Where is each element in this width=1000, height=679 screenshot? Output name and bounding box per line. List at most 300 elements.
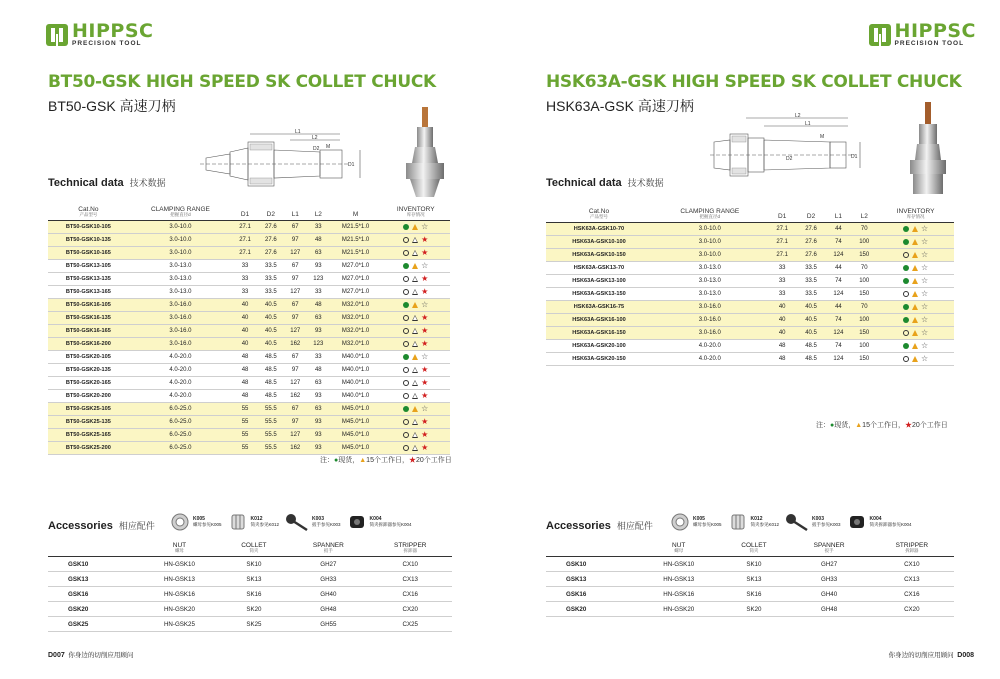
cell-inventory [381,286,450,299]
fifteen-days-empty-icon [412,341,418,347]
table-cell: GSK20 [546,602,638,617]
dim-d2: D2 [313,146,320,152]
cell-range: 3.0-10.0 [652,223,768,236]
cell-inventory [381,390,450,403]
cell-l1: 124 [826,249,852,262]
brand-sub: PRECISION TOOL [72,40,142,47]
table-cell: HN-GSK10 [638,557,719,572]
cell-cat: HSK63A-GSK10-70 [546,223,652,236]
table-row [48,617,452,632]
cell-range: 3.0-13.0 [652,262,768,275]
inventory-icons [403,379,428,387]
spec-table [546,208,954,366]
cell-range: 3.0-16.0 [129,299,232,312]
table-cell: GH27 [789,557,870,572]
cell-l1: 44 [826,223,852,236]
dim-m: M [820,134,825,140]
column-header-en: INVENTORY [396,206,435,213]
table-cell: SK13 [719,572,788,587]
cell-cat: HSK63A-GSK20-150 [546,353,652,366]
column-header-en: L1 [834,212,843,220]
table-cell: GSK20 [48,602,139,617]
cell-d2: 55.5 [258,442,284,455]
in-stock-empty-icon [903,356,909,362]
cell-l1: 67 [284,351,307,364]
twenty-days-empty-icon: ☆ [421,299,429,309]
cell-d1: 48 [768,353,797,366]
cell-l1: 127 [284,286,307,299]
twenty-days-empty-icon: ☆ [421,403,429,413]
cell-l2: 33 [307,286,330,299]
inventory-icons [403,249,428,257]
cell-d1: 27.1 [232,234,258,247]
in-stock-empty-icon [903,252,909,258]
cell-inventory [877,249,954,262]
fifteen-days-empty-icon [412,393,418,399]
accessory-spanner [285,512,341,532]
accessory-code: K005 [193,515,205,522]
inventory-icons [403,288,428,296]
fifteen-days-empty-icon [412,289,418,295]
column-header-cn: 把握直径d [699,214,721,220]
accessories-heading [546,519,653,532]
cell-m: M32.0*1.0 [330,338,382,351]
cell-range: 4.0-20.0 [652,353,768,366]
table-cell: GSK10 [546,557,638,572]
cell-l1: 162 [284,390,307,403]
table-row [48,299,450,312]
cell-range: 3.0-10.0 [652,236,768,249]
twenty-days-empty-icon: ☆ [920,301,929,311]
column-header [139,542,219,557]
accessories-label: Accessories [48,520,113,532]
spec-header-row [546,208,954,223]
cell-d1: 55 [232,403,258,416]
accessory-code: K005 [693,515,705,522]
accessory-stripper [347,512,412,532]
cell-d2: 48.5 [258,390,284,403]
table-cell: HN-GSK16 [638,587,719,602]
cell-l2: 63 [307,377,330,390]
table-row [48,602,452,617]
cell-d1: 55 [232,416,258,429]
fifteen-days-empty-icon [412,445,418,451]
cell-d1: 33 [232,260,258,273]
cell-d1: 40 [232,312,258,325]
note-15days: 15个工作日， [862,422,905,429]
cell-m: M27.0*1.0 [330,260,382,273]
cell-inventory [877,301,954,314]
cell-d2: 55.5 [258,429,284,442]
cell-d2: 48.5 [258,377,284,390]
table-cell: SK10 [719,557,788,572]
cell-l1: 67 [284,221,307,234]
cell-d2: 27.6 [258,221,284,234]
spanner-icon [285,512,309,532]
table-row [546,602,954,617]
accessory-stripper [847,512,912,532]
cell-inventory [877,223,954,236]
inventory-icons [903,225,928,233]
table-row [48,587,452,602]
column-header-en: STRIPPER [393,542,427,549]
cell-d1: 40 [768,301,797,314]
cell-range: 3.0-13.0 [652,275,768,288]
twenty-days-icon: ★ [421,442,429,452]
column-header [48,206,129,221]
nut-icon [670,512,690,532]
in-stock-icon: ● [334,457,339,464]
inventory-note [320,455,452,465]
cell-m: M45.0*1.0 [330,403,382,416]
table-row [546,340,954,353]
twenty-days-empty-icon: ☆ [920,340,929,350]
cell-l1: 74 [826,340,852,353]
cell-l2: 63 [307,403,330,416]
cell-cat: BT50-GSK13-135 [48,273,129,286]
column-header [652,208,768,223]
column-header [284,206,307,221]
cell-inventory [381,364,450,377]
cell-l1: 67 [284,299,307,312]
cell-range: 3.0-13.0 [129,286,232,299]
spec-header-row [48,206,450,221]
column-header-en: SPANNER [813,542,845,549]
cell-d2: 40.5 [797,327,826,340]
twenty-days-empty-icon: ☆ [920,275,929,285]
cell-l1: 127 [284,325,307,338]
cell-range: 4.0-20.0 [652,340,768,353]
table-cell: HN-GSK16 [139,587,219,602]
spec-table [48,206,450,455]
table-cell: GSK16 [48,587,139,602]
cell-d1: 33 [232,286,258,299]
cell-m: M21.5*1.0 [330,234,382,247]
column-header-en: L1 [291,210,299,218]
in-stock-icon [903,343,909,349]
dim-l2: L2 [795,113,801,119]
cell-d1: 40 [232,325,258,338]
cell-l2: 93 [307,325,330,338]
note-15days: 15个工作日， [366,457,409,464]
column-header-cn: 产品型号 [589,214,608,220]
table-cell: SK20 [220,602,289,617]
stripper-icon [847,512,867,532]
cell-cat: BT50-GSK13-105 [48,260,129,273]
cell-cat: BT50-GSK16-135 [48,312,129,325]
cell-l2: 93 [307,442,330,455]
table-cell: SK16 [719,587,788,602]
inventory-icons [403,353,428,361]
dim-d1: D1 [348,162,355,168]
column-header [546,208,652,223]
column-header [381,206,450,221]
cell-l2: 70 [851,301,877,314]
cell-l1: 97 [284,364,307,377]
twenty-days-empty-icon: ☆ [920,262,929,272]
column-header-en: D2 [806,212,816,220]
accessory-text: 筒夹拆卸器参见K004 [369,522,412,528]
cell-m: M21.5*1.0 [330,247,382,260]
fifteen-days-icon [912,239,918,245]
accessories-header-row [546,542,954,557]
column-header-cn: 库存情况 [906,214,925,220]
table-cell: CX10 [368,557,452,572]
cell-d2: 40.5 [258,312,284,325]
cell-inventory [877,353,954,366]
cell-range: 6.0-25.0 [129,416,232,429]
inventory-icons [403,275,428,283]
cell-inventory [381,429,450,442]
column-header-cn: 拆卸器 [403,548,417,554]
table-cell: SK10 [220,557,289,572]
column-header-en: L2 [314,210,322,218]
accessory-code: K003 [812,515,824,522]
inventory-icons [403,223,428,231]
table-cell: SK20 [719,602,788,617]
table-cell: CX16 [368,587,452,602]
twenty-days-empty-icon: ☆ [920,288,929,298]
accessory-code: K003 [312,515,324,522]
twenty-days-empty-icon: ☆ [920,236,929,246]
table-cell: HN-GSK13 [139,572,219,587]
spanner-icon [785,512,809,532]
cell-d2: 27.6 [797,249,826,262]
cell-l1: 67 [284,260,307,273]
table-cell: GH40 [789,587,870,602]
accessory-text: 扳手参见K003 [812,522,841,528]
column-header-cn: 筒夹 [249,548,259,554]
page-subtitle: BT50-GSK 高速刀柄 [48,98,176,114]
column-header [638,542,719,557]
cell-d1: 33 [768,288,797,301]
technical-drawing [710,112,870,192]
twenty-days-icon: ★ [408,457,416,464]
inventory-icons [403,262,428,270]
table-row [546,314,954,327]
cell-cat: HSK63A-GSK10-100 [546,236,652,249]
cell-l1: 44 [826,262,852,275]
column-header-en: INVENTORY [896,208,935,215]
cell-cat: BT50-GSK10-135 [48,234,129,247]
table-row [48,312,450,325]
cell-l1: 97 [284,416,307,429]
table-cell: CX20 [368,602,452,617]
accessory-items [170,512,412,532]
fifteen-days-icon [912,252,918,258]
cell-inventory [381,312,450,325]
fifteen-days-icon [912,317,918,323]
table-cell: HN-GSK20 [638,602,719,617]
inventory-icons [403,392,428,400]
nut-icon [170,512,190,532]
cell-m: M45.0*1.0 [330,416,382,429]
cell-d2: 40.5 [797,314,826,327]
cell-cat: BT50-GSK20-105 [48,351,129,364]
accessory-text: 筒夹参见K012 [250,522,280,528]
product-photo [902,100,954,200]
fifteen-days-empty-icon [412,250,418,256]
accessory-nut [670,512,722,532]
fifteen-days-icon [912,291,918,297]
cell-range: 6.0-25.0 [129,442,232,455]
fifteen-days-empty-icon [412,419,418,425]
cell-d1: 48 [232,364,258,377]
inventory-icons [903,264,928,272]
in-stock-icon [903,317,909,323]
fifteen-days-icon [412,224,418,230]
cell-l1: 162 [284,338,307,351]
inventory-icons [903,238,928,246]
cell-range: 3.0-16.0 [652,301,768,314]
cell-d1: 48 [232,390,258,403]
logo-icon [46,24,68,46]
cell-cat: BT50-GSK25-135 [48,416,129,429]
twenty-days-icon: ★ [421,234,429,244]
note-in-stock: 现货， [834,422,856,429]
table-row [546,288,954,301]
inventory-icons [403,418,428,426]
twenty-days-icon: ★ [421,312,429,322]
technical-data-cn: 技术数据 [129,178,166,188]
fifteen-days-icon [912,304,918,310]
table-cell: GSK10 [48,557,139,572]
fifteen-days-empty-icon [412,328,418,334]
table-cell: GSK13 [546,572,638,587]
column-header-en: SPANNER [312,542,344,549]
cell-d1: 33 [768,275,797,288]
cell-cat: BT50-GSK10-165 [48,247,129,260]
table-row [48,273,450,286]
inventory-icons [903,342,928,350]
cell-d2: 33.5 [258,273,284,286]
cell-l2: 93 [307,260,330,273]
cell-cat: HSK63A-GSK13-100 [546,275,652,288]
fifteen-days-icon: ▲ [855,422,863,429]
page-number: D008 [957,652,974,659]
cell-l2: 48 [307,364,330,377]
cell-d1: 33 [232,273,258,286]
accessories-label: Accessories [546,520,611,532]
cell-cat: BT50-GSK13-165 [48,286,129,299]
page-subtitle: HSK63A-GSK 高速刀柄 [546,98,694,114]
fifteen-days-icon [412,302,418,308]
table-row [48,260,450,273]
cell-d1: 33 [768,262,797,275]
collet-icon [228,512,248,532]
column-header [877,208,954,223]
cell-inventory [877,327,954,340]
column-header-cn: 螺母 [674,548,684,554]
in-stock-icon [403,406,409,412]
twenty-days-empty-icon: ☆ [421,351,429,361]
cell-inventory [381,338,450,351]
cell-d1: 27.1 [232,221,258,234]
cell-l2: 100 [851,340,877,353]
table-cell: HN-GSK10 [139,557,219,572]
accessory-collet [728,512,780,532]
technical-drawing [200,128,370,194]
cell-inventory [381,351,450,364]
table-row [546,236,954,249]
accessory-nut [170,512,222,532]
cell-range: 4.0-20.0 [129,364,232,377]
in-stock-icon [403,263,409,269]
fifteen-days-empty-icon [412,367,418,373]
cell-range: 4.0-20.0 [129,377,232,390]
cell-m: M27.0*1.0 [330,286,382,299]
column-header-en: D1 [240,210,250,218]
twenty-days-empty-icon: ☆ [421,221,429,231]
twenty-days-empty-icon: ☆ [920,327,929,337]
inventory-icons [903,290,928,298]
inventory-icons [403,431,428,439]
cell-d2: 48.5 [797,353,826,366]
in-stock-icon: ● [830,422,835,429]
accessory-code: K012 [250,515,263,522]
cell-cat: HSK63A-GSK13-150 [546,288,652,301]
column-header-cn: 扳手 [824,548,834,554]
table-row [546,587,954,602]
fifteen-days-icon [412,354,418,360]
column-header [129,206,232,221]
cell-l2: 100 [851,314,877,327]
cell-l2: 93 [307,429,330,442]
cell-range: 3.0-16.0 [129,312,232,325]
cell-l2: 70 [851,223,877,236]
cell-l1: 97 [284,312,307,325]
cell-m: M27.0*1.0 [330,273,382,286]
inventory-icons [903,277,928,285]
cell-l2: 63 [307,247,330,260]
cell-d2: 33.5 [258,260,284,273]
inventory-icons [903,329,928,337]
in-stock-icon [903,226,909,232]
in-stock-empty-icon [403,380,409,386]
cell-inventory [381,273,450,286]
accessories-cn: 相应配件 [118,521,155,531]
table-row [48,403,450,416]
cell-l1: 97 [284,273,307,286]
table-row [48,247,450,260]
table-row [48,442,450,455]
cell-cat: BT50-GSK20-135 [48,364,129,377]
column-header-en: COLLET [241,542,267,549]
in-stock-empty-icon [403,432,409,438]
cell-l2: 48 [307,234,330,247]
accessories-table [48,542,452,632]
in-stock-empty-icon [403,250,409,256]
cell-d2: 33.5 [797,288,826,301]
note-in-stock: 现货， [338,457,360,464]
cell-cat: BT50-GSK25-165 [48,429,129,442]
note-20days: 20个工作日 [415,457,452,464]
twenty-days-icon: ★ [421,416,429,426]
cell-l1: 97 [284,234,307,247]
cell-l2: 48 [307,299,330,312]
inventory-icons [403,301,428,309]
cell-l2: 33 [307,221,330,234]
cell-d2: 33.5 [797,275,826,288]
cell-l2: 150 [851,249,877,262]
column-header-cn: 筒夹 [749,548,759,554]
cell-cat: HSK63A-GSK16-150 [546,327,652,340]
cell-d2: 55.5 [258,403,284,416]
column-header-cn: 把握直径d [170,212,191,218]
inventory-icons [403,327,428,335]
cell-l2: 33 [307,351,330,364]
column-header-blank [48,542,139,557]
